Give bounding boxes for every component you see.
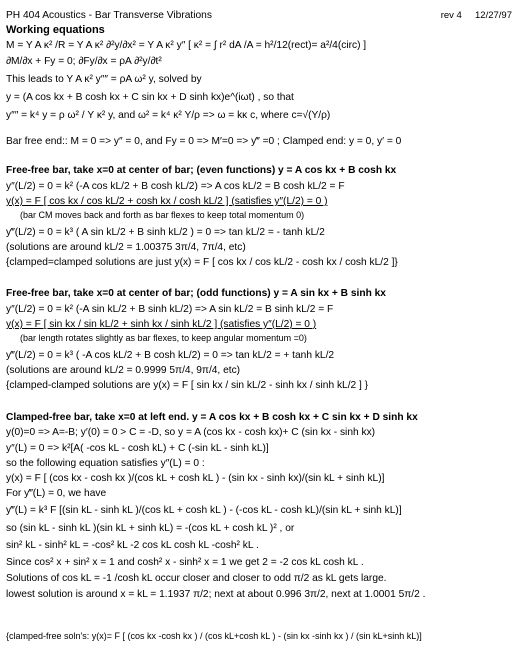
text-line-l1: M = Y A κ² /R = Y A κ² ∂²y/∂x² = Y A κ² y″ [ κ² = ∫ r² dA /A = h²/12(rect)= a²/4(circ) ]	[6, 40, 367, 51]
text-line-ff1: Free-free bar, take x=0 at center of bar; (even functions) y = A cos kx + B cosh kx	[6, 165, 397, 176]
text-line-fo5: y‴(L/2) = 0 = k³ ( -A cos kL/2 + B cosh kL/2) = 0 => tan kL/2 = + tanh kL/2	[6, 350, 335, 361]
text-line-cf7: y‴(L) = k³ F [(sin kL - sinh kL )/(cos kL + cosh kL ) - (-cos kL - cosh kL)/(sin kL + sinh kL)]	[6, 505, 402, 516]
text-line-cf4: so the following equation satisfies y″(L) = 0 :	[6, 458, 205, 469]
text-line-ff3: y(x) = F [ cos kx / cos kL/2 + cosh kx / cosh kL/2 ] (satisfies y″(L/2) = 0 )	[6, 196, 328, 207]
text-line-l3: This leads to Y A κ² y″″ = ρA ω² y, solved by	[6, 74, 202, 85]
text-line-cf12: lowest solution is around x = kL = 1.1937 π/2; next at about 0.996 3π/2, next at 1.0001 5π/2 .	[6, 589, 426, 600]
text-line-ff2: y″(L/2) = 0 = k² (-A cos kL/2 + B cosh kL/2) => A cos kL/2 = B cosh kL/2 = F	[6, 181, 345, 192]
text-line-ff5: y‴(L/2) = 0 = k³ ( A sin kL/2 + B sinh kL/2 ) = 0 => tan kL/2 = - tanh kL/2	[6, 227, 325, 238]
date-label: 12/27/97	[475, 10, 512, 21]
text-line-l4: y = (A cos kx + B cosh kx + C sin kx + D sinh kx)e^(iωt) , so that	[6, 92, 294, 103]
text-line-fo4: (bar length rotates slightly as bar flexes, to keep angular momentum =0)	[20, 333, 307, 343]
text-line-l5: y″″ = k⁴ y = ρ ω² / Y κ² y, and ω² = k⁴ κ² Y/ρ => ω = kκ c, where c=√(Y/ρ)	[6, 110, 331, 121]
text-line-wh: Working equations	[6, 24, 105, 36]
text-line-cf11: Solutions of cos kL = -1 /cosh kL occur closer and closer to odd π/2 as kL gets large.	[6, 573, 387, 584]
text-line-cf1: Clamped-free bar, take x=0 at left end. y = A cos kx + B cosh kx + C sin kx + D sinh kx	[6, 412, 418, 423]
text-line-cf5: y(x) = F [ (cos kx - cosh kx )/(cos kL + cosh kL ) - (sin kx - sinh kx)/(sin kL + sinh kL)]	[6, 473, 385, 484]
text-line-fo1: Free-free bar, take x=0 at center of bar; (odd functions) y = A sin kx + B sinh kx	[6, 288, 386, 299]
doc-header-title: PH 404 Acoustics - Bar Transverse Vibrations	[6, 10, 212, 21]
text-line-ff4: (bar CM moves back and forth as bar flexes to keep total momentum 0)	[20, 210, 305, 220]
text-line-l2: ∂M/∂x + Fy = 0; ∂Fy/∂x = ρA ∂²y/∂t²	[6, 56, 162, 67]
text-line-cf6: For y‴(L) = 0, we have	[6, 488, 107, 499]
revision-label: rev 4	[440, 10, 462, 21]
text-line-cf2: y(0)=0 => A=-B; y′(0) = 0 > C = -D, so y = A (cos kx - cosh kx)+ C (sin kx - sinh kx)	[6, 427, 376, 438]
text-line-ff6: (solutions are around kL/2 = 1.00375 3π/4, 7π/4, etc)	[6, 242, 246, 253]
text-line-ff7: {clamped=clamped solutions are just y(x) = F [ cos kx / cos kL/2 - cosh kx / cosh kL/2 ]}	[6, 257, 398, 268]
text-line-fo6: (solutions are around kL/2 = 0.9999 5π/4, 9π/4, etc)	[6, 365, 241, 376]
doc-header-meta	[441, 10, 512, 21]
text-line-fo7: {clamped-clamped solutions are y(x) = F [ sin kx / sin kL/2 - sinh kx / sinh kL/2 ] }	[6, 380, 369, 391]
text-line-cf10: Since cos² x + sin² x = 1 and cosh² x - sinh² x = 1 we get 2 = -2 cos kL cosh kL .	[6, 557, 364, 568]
text-line-fo2: y″(L/2) = 0 = k² (-A sin kL/2 + B sinh kL/2) => A sin kL/2 = B sinh kL/2 = F	[6, 304, 334, 315]
text-line-cf3: y″(L) = 0 => k²[A( -cos kL - cosh kL) + C (-sin kL - sinh kL)]	[6, 443, 269, 454]
text-line-fo3: y(x) = F [ sin kx / sin kL/2 + sinh kx / sinh kL/2 ] (satisfies y″(L/2) = 0 )	[6, 319, 317, 330]
text-line-l6: Bar free end:: M = 0 => y″ = 0, and Fy = 0 => M′=0 => y‴ =0 ; Clamped end: y = 0, y′ = 0	[6, 136, 402, 147]
text-line-cf13: {clamped-free soln's: y(x)= F [ (cos kx -cosh kx ) / (cos kL+cosh kL ) - (sin kx -sinh kx ) / (sin kL+sinh kL)]	[6, 631, 422, 641]
text-line-cf8: so (sin kL - sinh kL )(sin kL + sinh kL) = -(cos kL + cosh kL )² , or	[6, 523, 295, 534]
text-line-cf9: sin² kL - sinh² kL = -cos² kL -2 cos kL cosh kL -cosh² kL .	[6, 540, 259, 551]
